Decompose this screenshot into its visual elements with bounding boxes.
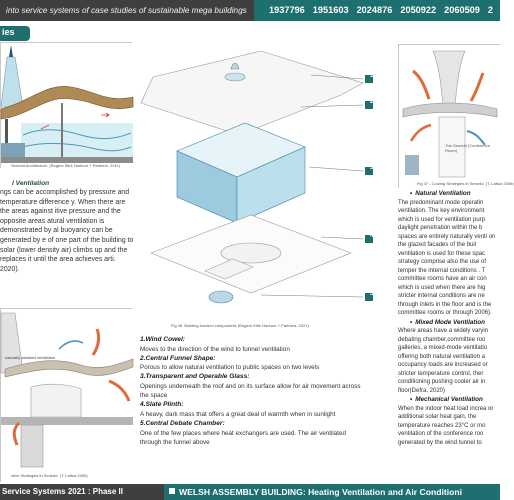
header-title: into service systems of case studies of sustainable mega buildings (6, 6, 247, 15)
footer-course-label: Service Systems 2021 : Phase II (2, 487, 123, 496)
left-text-block (0, 180, 136, 304)
building-section-figure (0, 42, 132, 168)
footer-title (168, 484, 500, 500)
exploded-axonometric-drawing (141, 47, 369, 331)
callout-number: 2 (370, 99, 374, 105)
page-footer (0, 484, 500, 500)
student-id: 2050922 (400, 5, 437, 15)
list-item (140, 354, 368, 373)
section-tag-label: ies (2, 27, 15, 37)
list-item-heading: 5.Central Debate Chamber: (140, 420, 225, 428)
list-item-heading: 4.Slate Plinth: (140, 401, 184, 409)
list-item-text: Porous to allow natural ventilation to public spaces on two levels (140, 364, 320, 372)
right-text-block (398, 190, 500, 480)
natural-ventilation-heading: • Natural Ventilation (410, 190, 500, 199)
list-item-text: Openings underneath the roof and on its surface allow for air movement across the space (140, 382, 361, 400)
callout-number: 3 (370, 165, 374, 171)
student-id: 2 (487, 5, 494, 15)
student-id-list (269, 0, 500, 21)
list-item (140, 400, 368, 419)
page-header (0, 0, 500, 21)
footer-title-text: WELSH ASSEMBLY BUILDING: Heating Ventilation and Air Conditioni (179, 487, 462, 497)
left-section-heading: l Ventilation (12, 180, 50, 187)
building-components-figure (140, 46, 368, 330)
figure-caption: Senedd Architecture. (Rogers Stirk Harbour + Partners, 2011) (11, 163, 120, 168)
student-id: 2060509 (444, 5, 480, 15)
mixed-mode-heading: • Mixed Mode Ventilation (410, 319, 500, 328)
diagram-label: naturally assisted ventilation (5, 355, 56, 360)
list-item (140, 419, 368, 447)
student-id: 1951603 (312, 5, 349, 15)
list-item-text: A heavy, dark mass that offers a great deal of warmth when in sunlight (140, 410, 336, 418)
diagram-label: The Senedd (Conference Room) (445, 143, 490, 153)
mechanical-ventilation-body: When the indoor heat load increa or additional solar heat gain, the temperature reaches 23°C or mo ventilation of the conference roo generated by the wind tunnel to (398, 405, 494, 446)
component-list (140, 335, 368, 475)
list-item (140, 372, 368, 400)
list-item-text: Moves to the direction of the wind to funnel ventilation (140, 345, 290, 353)
cooling-strategies-drawing (399, 45, 514, 189)
list-item-heading: 2.Central Funnel Shape: (140, 354, 216, 362)
ventilation-section-drawing (1, 309, 133, 483)
section-tag (0, 26, 30, 41)
list-item-heading: 3.Transparent and Operable Glass: (140, 373, 250, 381)
mixed-mode-body: Where areas have a widely varyin debating chamber,committee roo galleries, a mixed-mode ventilatio offering both natural ventilation a occupancy loads are increased or stricter temperature control, ther conditioning pushing cooler air in floor(Defra. 2020) (398, 328, 489, 394)
ventilation-section-figure (0, 308, 132, 482)
callout-number: 4 (370, 233, 374, 239)
building-section-drawing (1, 43, 133, 169)
student-id: 1937796 (269, 5, 305, 15)
list-item-heading: 1.Wind Cowel: (140, 336, 185, 343)
callout-number: 1 (370, 73, 374, 79)
list-item-text: One of the few places where heat exchangers are used. The air ventilated through the funnel above (140, 429, 347, 446)
figure-caption: ctive Strategies in Senedd. (T. Lattua 2006) (11, 473, 88, 478)
list-item (140, 335, 368, 354)
left-section-body: ngs can be accomplished by pressure and temperature difference y. When there are the areas against itive pressure and the opposite areas atural ventilation is demonstrated by al buoyancy can be generated by e of one part of the building to solar (lower density air) climbs up and the replaces it until the area achieves arti. 2020). (0, 189, 134, 273)
cooling-strategies-figure (398, 44, 514, 188)
figure-caption: Fig 47 - Cooling Strategies in Senedd. (T. Lattua 2006) (417, 181, 514, 186)
mechanical-ventilation-heading: • Mechanical Ventilation (410, 396, 500, 405)
natural-ventilation-body: The predominant mode operatin ventilation. The key environment which is used for ventilation purp daylight penetration within the b spaces are entirely naturally venti on the glazed facades of the buil ventilation is used for these spac strategy comprise also the use of temper the internal conditions . T committee rooms have an air con which is used when there are hig stricter internal conditions are ne through inlets in the floor and is the committee rooms or through 2006). (398, 199, 496, 316)
square-icon (168, 487, 176, 495)
figure-caption: Fig 46. Building function components (Rogers Stirk Harbour + Partners, 2021) (171, 323, 309, 328)
student-id: 2024876 (356, 5, 393, 15)
callout-number: 5 (370, 291, 374, 297)
